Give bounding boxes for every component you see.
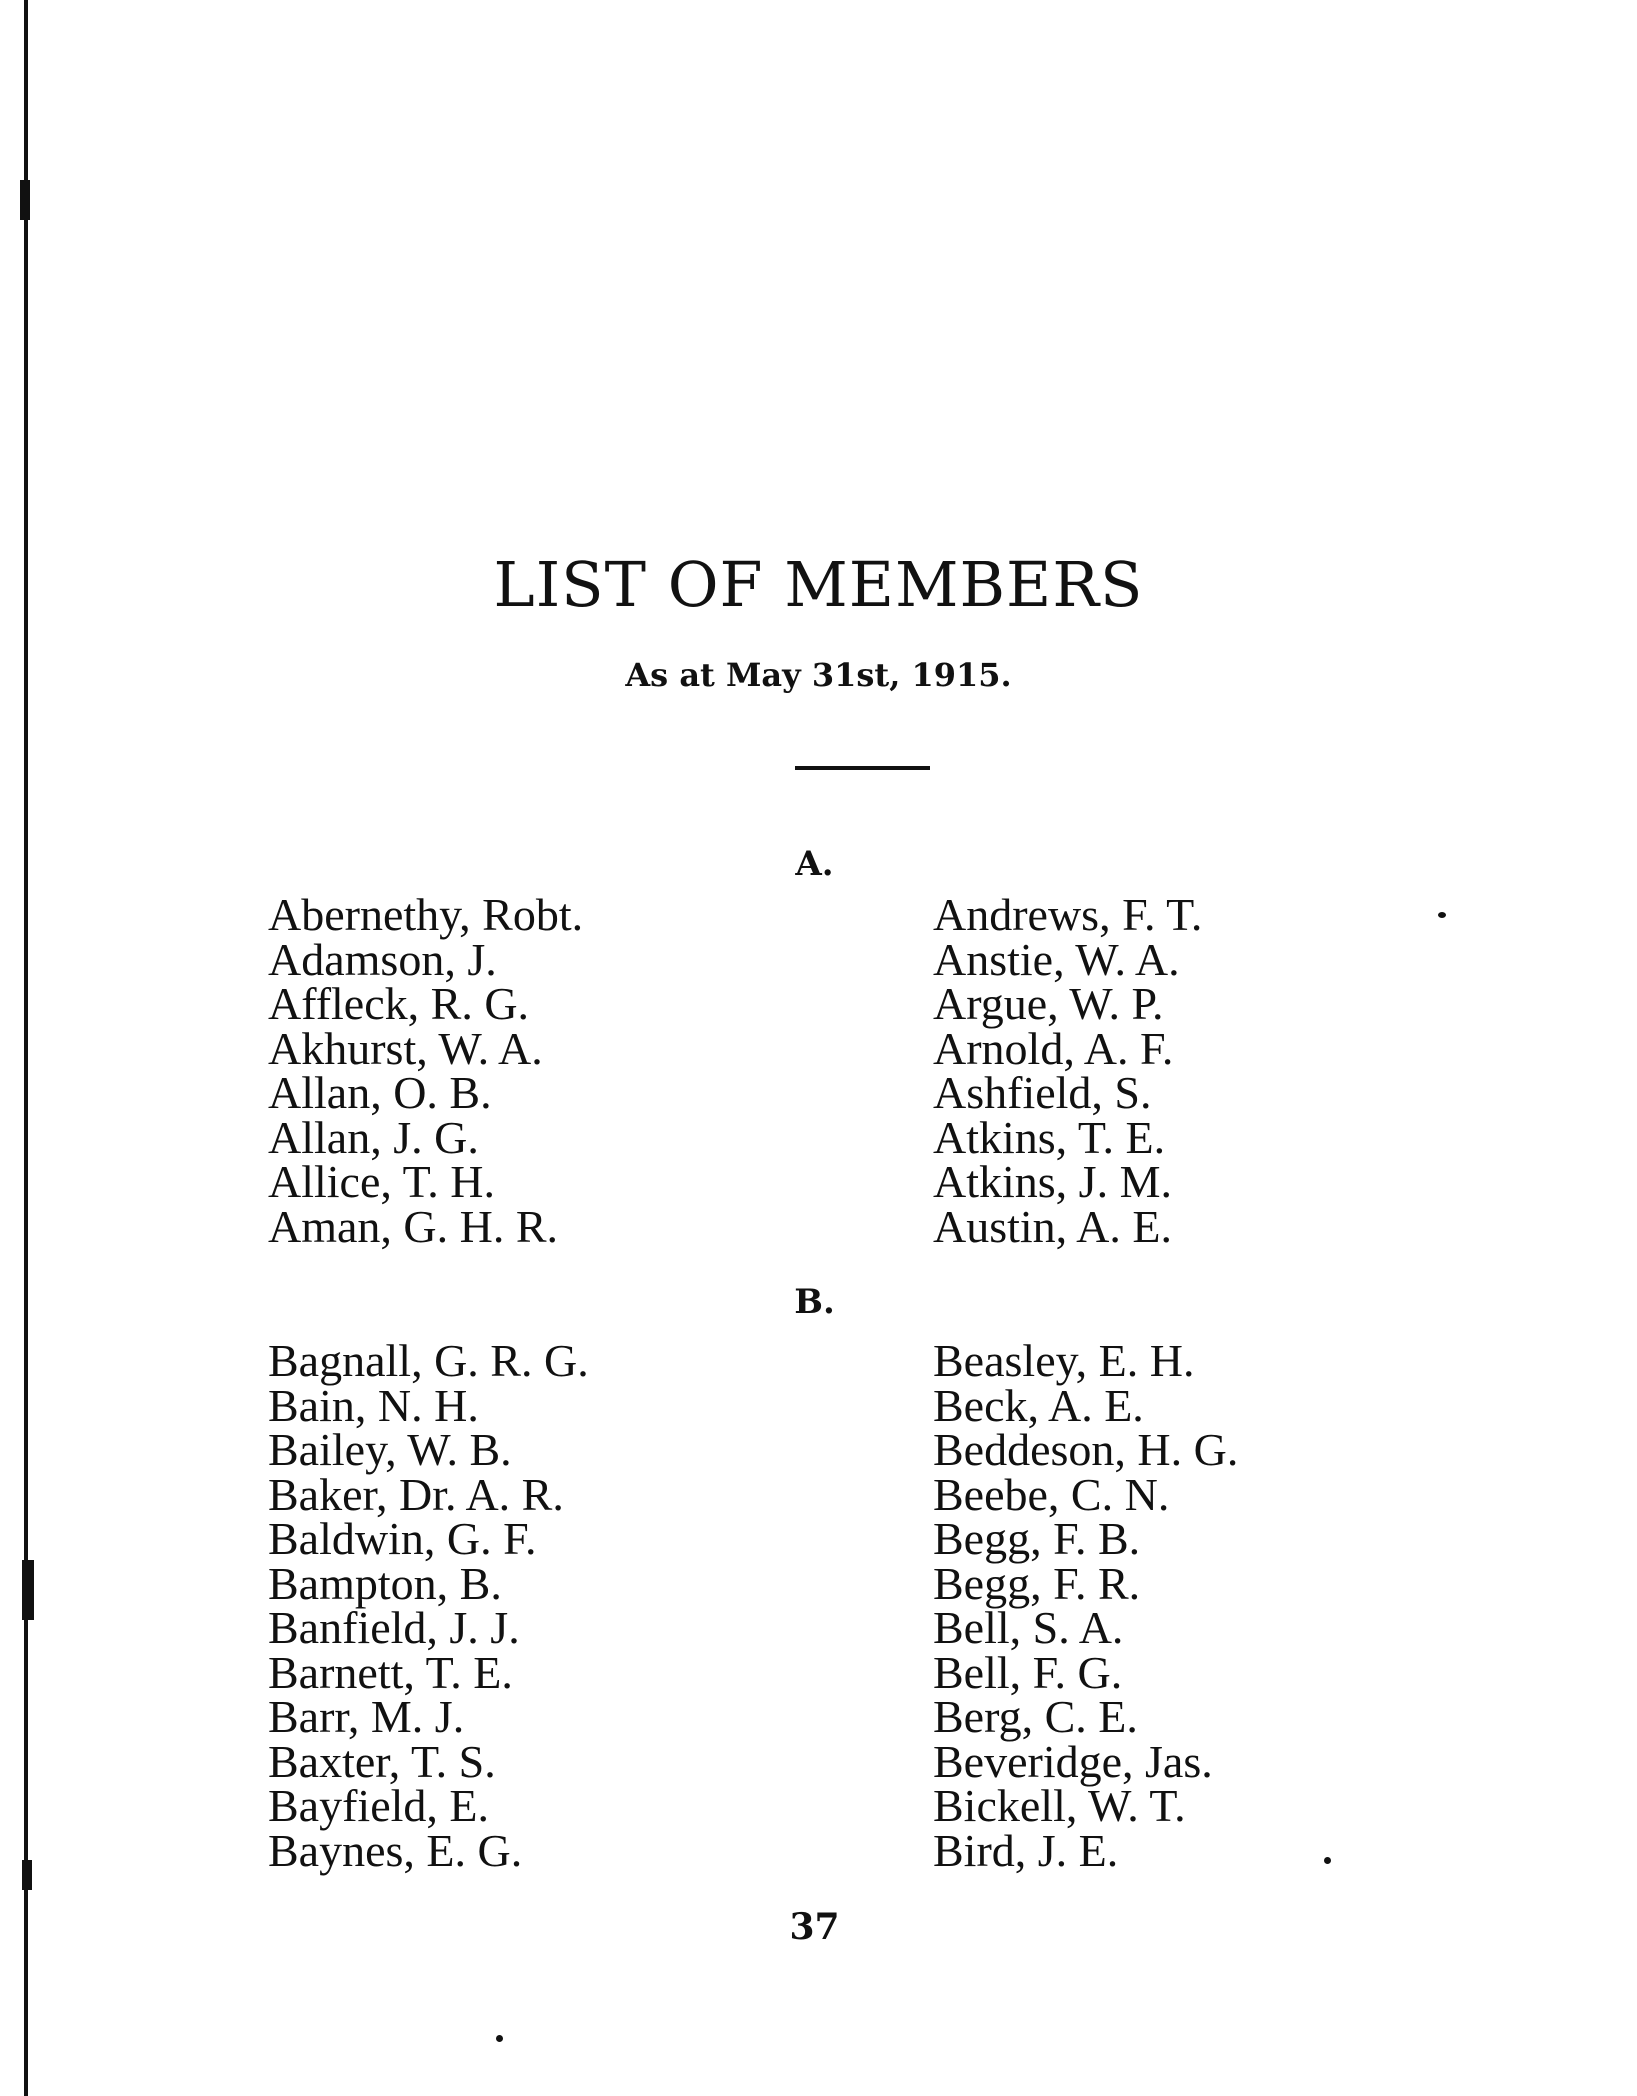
member-entry: Beasley, E. H. (933, 1335, 1195, 1386)
member-entry: Allice, T. H. (268, 1156, 495, 1207)
page-title: LIST OF MEMBERS (493, 548, 1144, 621)
member-column-b-right (933, 1335, 1239, 1876)
binding-mark (22, 1860, 32, 1890)
member-entry: Bayfield, E. (268, 1780, 489, 1831)
member-column-a-right (933, 889, 1203, 1252)
member-entry: Barr, M. J. (268, 1691, 465, 1742)
scan-speck (496, 2035, 503, 2042)
member-entry: Beddeson, H. G. (933, 1424, 1239, 1475)
member-entry: Adamson, J. (268, 933, 497, 985)
member-entry: Anstie, W. A. (933, 933, 1180, 985)
member-entry: Bell, S. A. (933, 1602, 1124, 1653)
member-entry: Baldwin, G. F. (268, 1513, 537, 1564)
section-letter-b: B. (794, 1282, 835, 1322)
binding-mark (20, 180, 30, 220)
member-entry: Bird, J. E. (933, 1824, 1119, 1876)
member-entry: Akhurst, W. A. (268, 1022, 543, 1074)
section-letter-a: A. (795, 844, 834, 884)
member-entry: Barnett, T. E. (268, 1646, 513, 1698)
member-column-b-left (268, 1335, 589, 1876)
member-entry: Arnold, A. F. (933, 1022, 1174, 1074)
binding-edge (24, 0, 28, 2096)
member-entry: Begg, F. B. (933, 1513, 1141, 1564)
member-entry: Allan, O. B. (268, 1067, 492, 1118)
member-entry: Aman, G. H. R. (268, 1200, 559, 1252)
member-entry: Banfield, J. J. (268, 1602, 520, 1653)
member-entry: Bailey, W. B. (268, 1424, 512, 1475)
member-entry: Austin, A. E. (933, 1200, 1172, 1252)
member-entry: Atkins, J. M. (933, 1156, 1172, 1207)
member-entry: Begg, F. R. (933, 1557, 1141, 1609)
member-entry: Bagnall, G. R. G. (268, 1335, 589, 1386)
member-entry: Affleck, R. G. (268, 978, 530, 1029)
member-entry: Beebe, C. N. (933, 1468, 1170, 1520)
member-entry: Atkins, T. E. (933, 1111, 1166, 1163)
member-entry: Baxter, T. S. (268, 1735, 496, 1787)
page-number: 37 (789, 1906, 840, 1948)
member-entry: Baker, Dr. A. R. (268, 1468, 564, 1520)
binding-mark (22, 1560, 34, 1620)
member-column-a-left (268, 889, 584, 1252)
divider-rule (795, 766, 930, 770)
scan-speck (1438, 912, 1446, 918)
member-entry: Ashfield, S. (933, 1067, 1152, 1118)
member-entry: Allan, J. G. (268, 1111, 479, 1163)
member-entry: Andrews, F. T. (933, 889, 1203, 940)
member-entry: Beveridge, Jas. (933, 1735, 1213, 1787)
member-entry: Bain, N. H. (268, 1379, 479, 1431)
member-entry: Beck, A. E. (933, 1379, 1144, 1431)
member-entry: Bampton, B. (268, 1557, 502, 1609)
member-entry: Baynes, E. G. (268, 1824, 523, 1876)
scan-speck (1324, 1857, 1331, 1864)
member-entry: Argue, W. P. (933, 978, 1164, 1029)
member-entry: Bell, F. G. (933, 1646, 1123, 1698)
member-entry: Bickell, W. T. (933, 1780, 1186, 1831)
page-subtitle: As at May 31st, 1915. (625, 656, 1012, 694)
member-entry: Abernethy, Robt. (268, 889, 584, 940)
member-entry: Berg, C. E. (933, 1691, 1138, 1742)
